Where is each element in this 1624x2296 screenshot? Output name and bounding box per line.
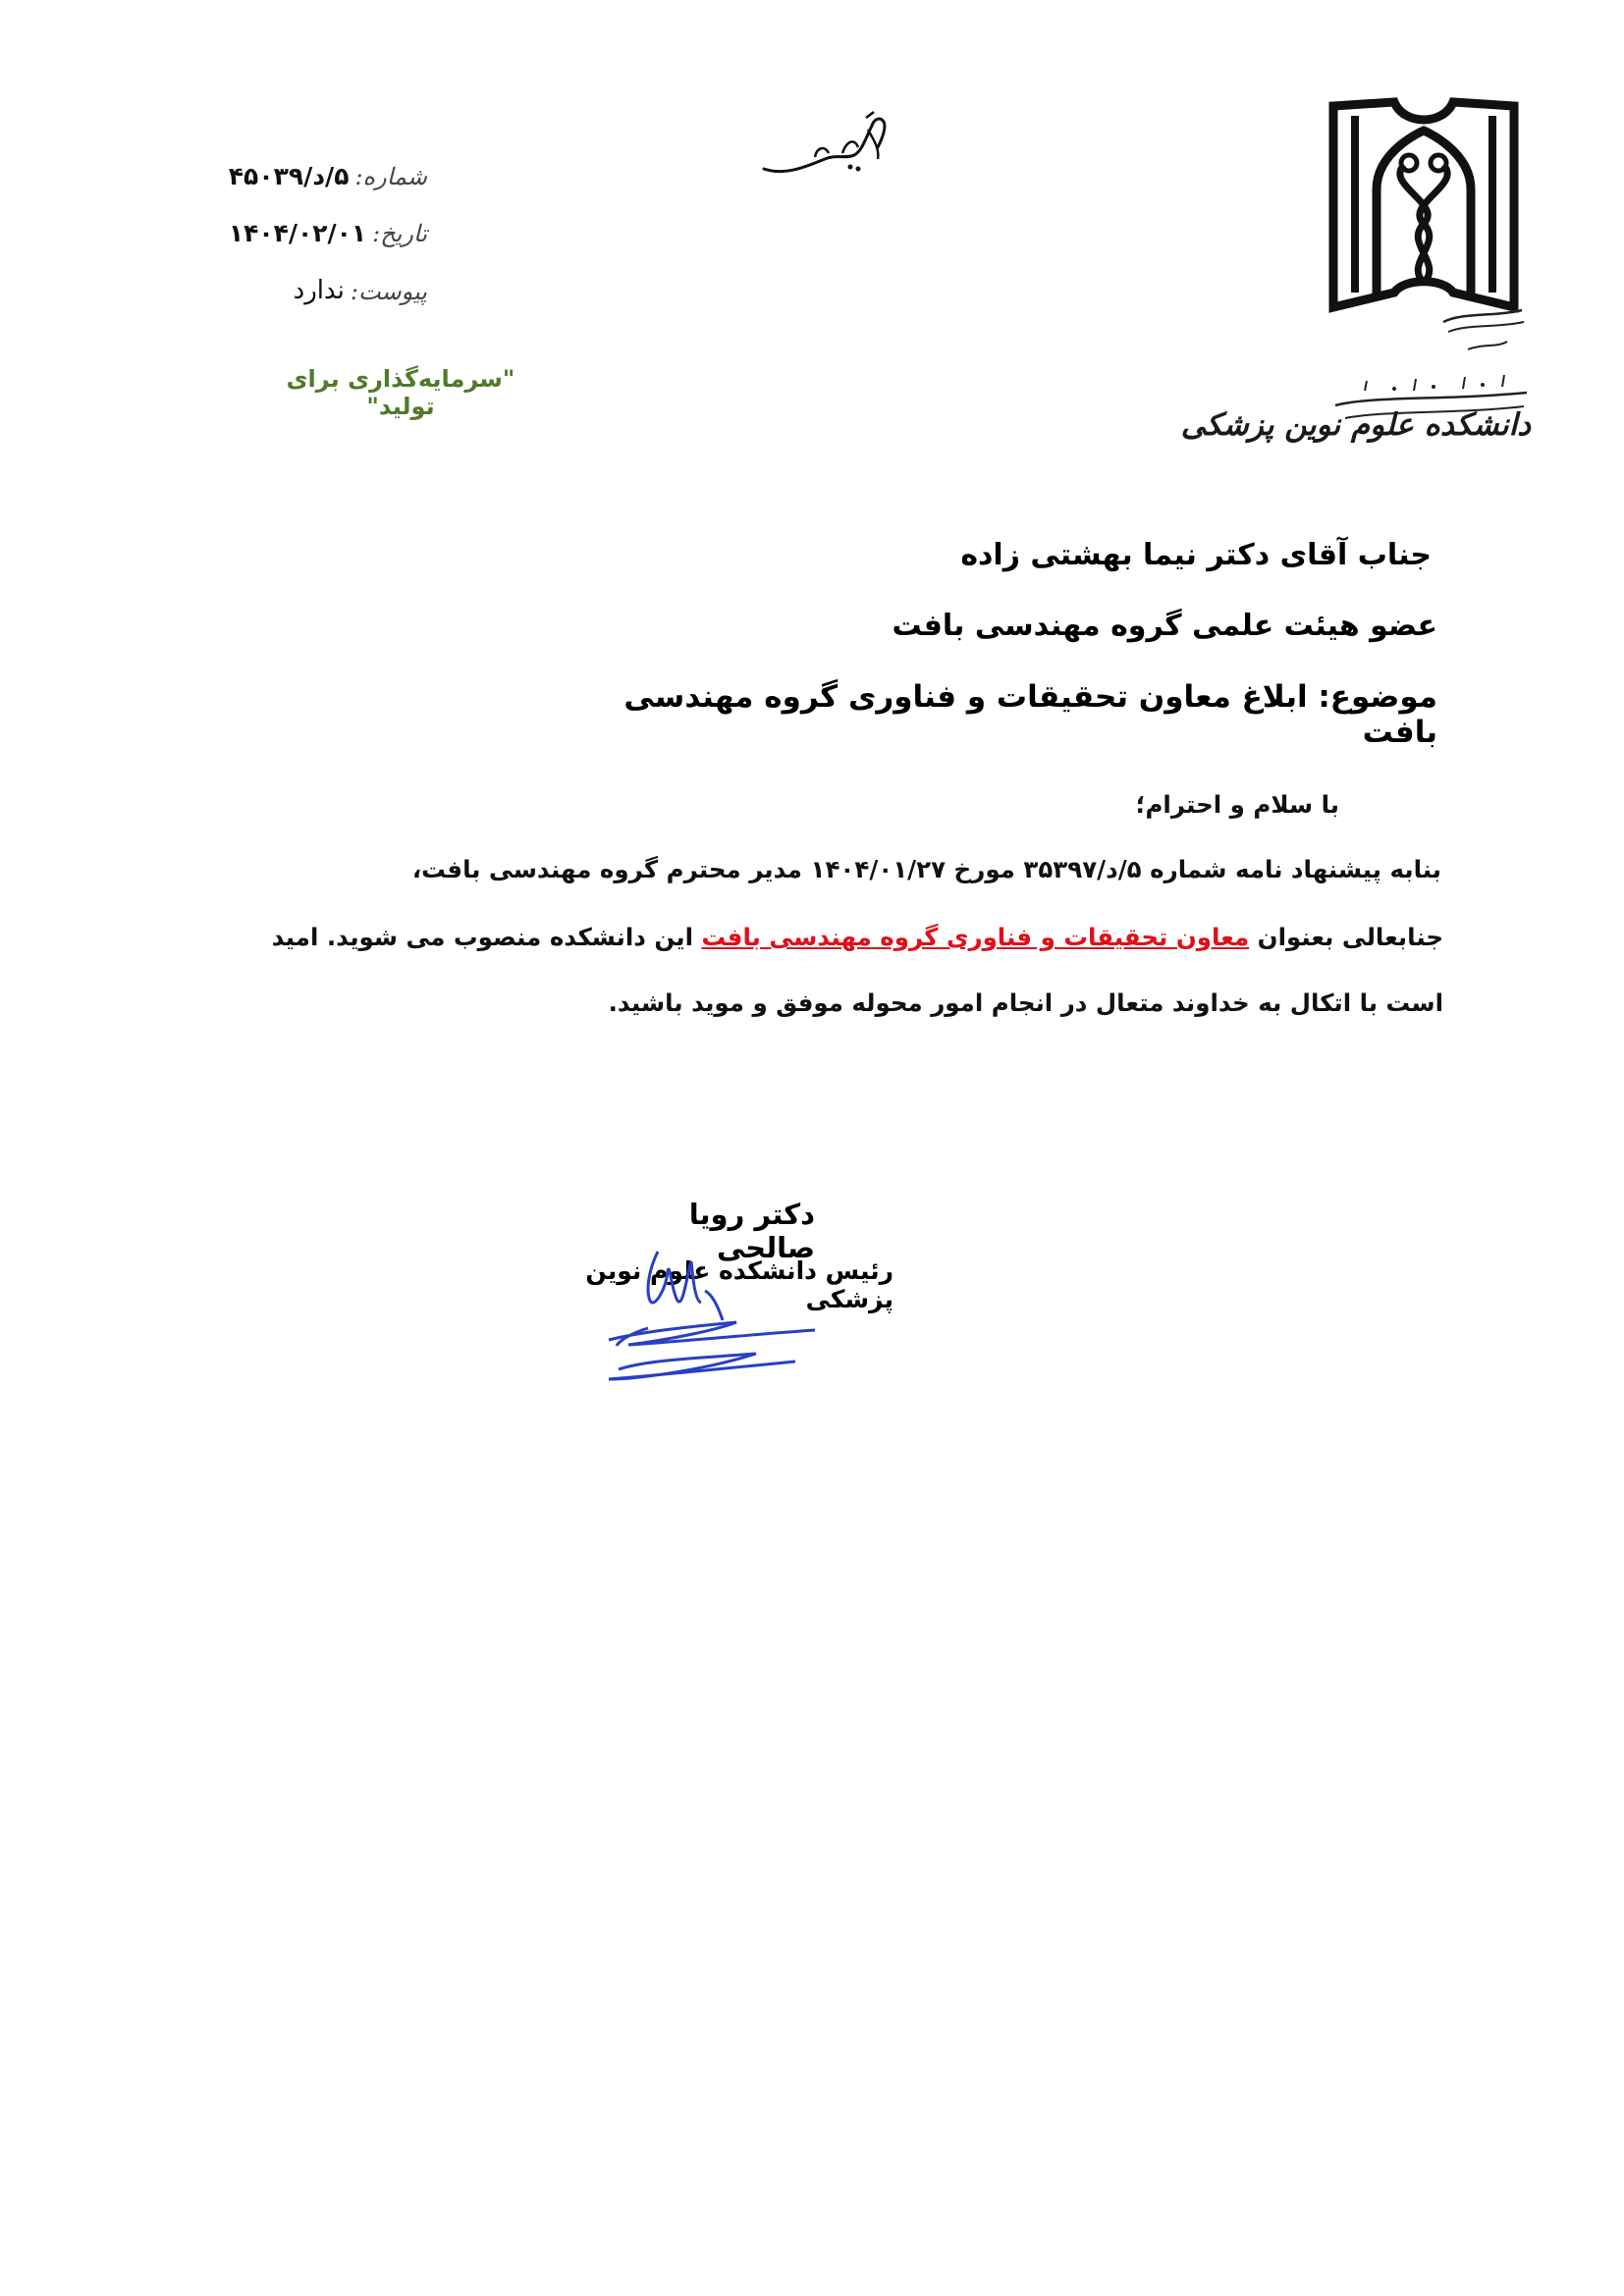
slogan: "سرمایه‌گذاری برای تولید" [286, 365, 515, 420]
signatory-name: دکتر رویا صالحی [688, 1198, 815, 1264]
handwritten-signature [589, 1232, 854, 1409]
reference-block [191, 162, 427, 333]
addressee-name: جناب آقای دکتر نیما بهشتی زاده [960, 538, 1432, 572]
date-label: تاریخ: [372, 220, 427, 247]
date-row [191, 219, 427, 276]
body-line-1: بنابه پیشنهاد نامه شماره ۵/د/۳۵۳۹۷ مورخ ۱۴۰۴/۰۱/۲۷ مدیر محترم گروه مهندسی بافت، [411, 855, 1441, 883]
addressee-position: عضو هیئت علمی گروه مهندسی بافت [892, 609, 1437, 643]
greeting: با سلام و احترام؛ [1135, 790, 1339, 819]
number-row [191, 162, 427, 219]
appointment-title-highlight: معاون تحقیقات و فناوری گروه مهندسی بافت [701, 923, 1250, 951]
bismillah-calligraphy [756, 108, 893, 187]
attachment-label: پیوست: [350, 278, 427, 305]
date-value: ۱۴۰۴/۰۲/۰۱ [228, 219, 367, 247]
number-value: ۵/د/۴۵۰۳۹ [228, 162, 350, 190]
subject-line: موضوع: ابلاغ معاون تحقیقات و فناوری گروه مهندسی بافت [623, 679, 1437, 750]
body-line-2-suffix: این دانشکده منصوب می شوید. امید [271, 923, 702, 951]
body-line-2-prefix: جنابعالی بعنوان [1249, 923, 1443, 951]
signatory-title: رئیس دانشکده علوم نوین پزشکی [585, 1256, 893, 1313]
university-emblem-icon [1326, 96, 1522, 322]
body-line-3: است با اتکال به خداوند متعال در انجام امور محوله موفق و موید باشید. [608, 988, 1443, 1017]
number-label: شماره: [354, 163, 427, 190]
body-line-2 [271, 923, 1443, 951]
university-script-text [1296, 302, 1542, 494]
attachment-row [191, 276, 427, 333]
attachment-value: ندارد [293, 276, 345, 305]
faculty-name: دانشکده علوم نوین پزشکی [1180, 407, 1531, 443]
